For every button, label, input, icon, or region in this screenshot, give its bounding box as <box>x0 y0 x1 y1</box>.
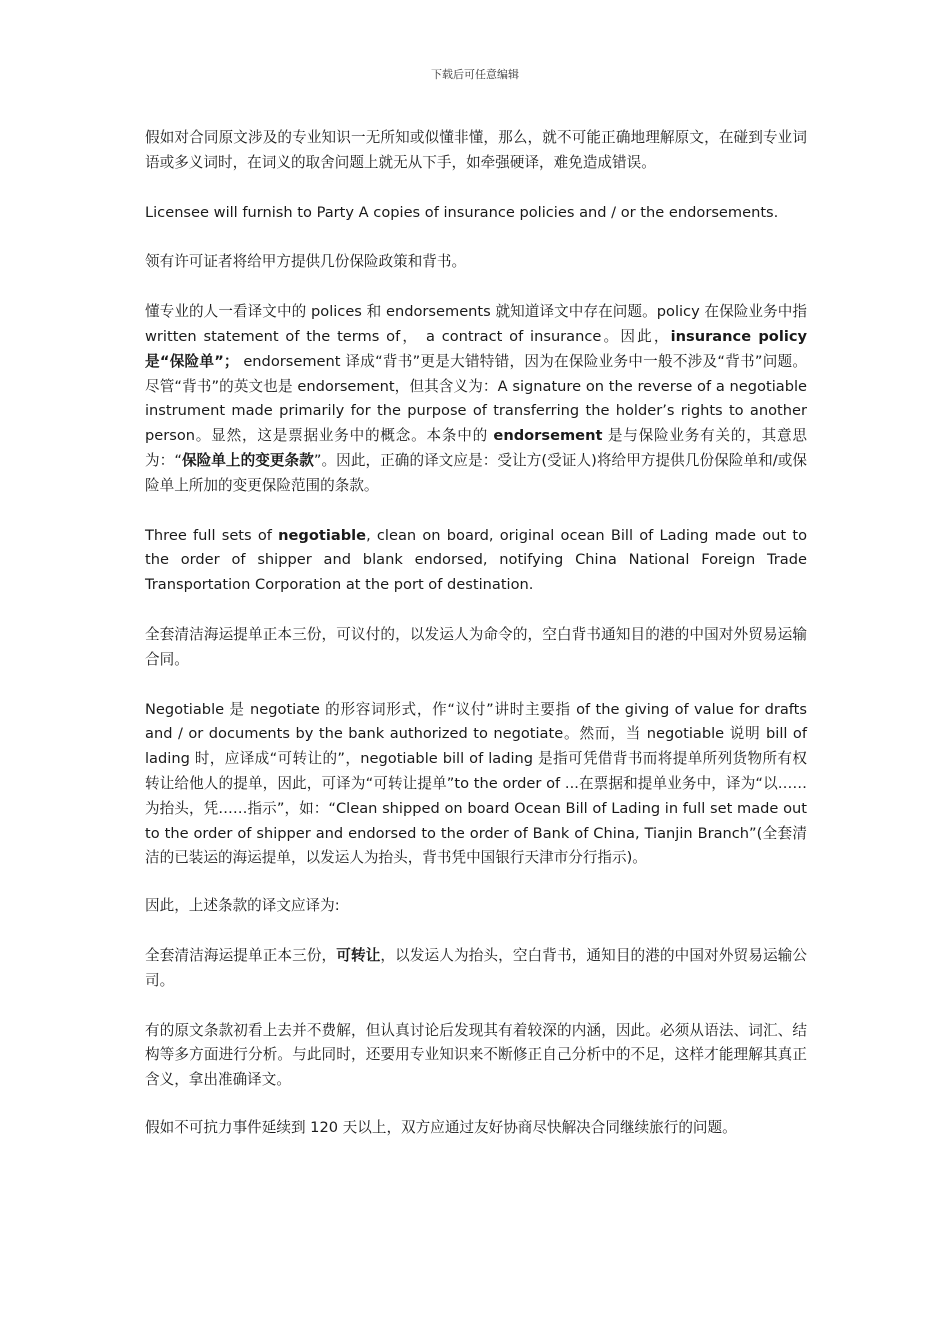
p9-bold-transferable: 可转让 <box>336 946 381 964</box>
page-header: 下载后可任意编辑 <box>431 68 519 81</box>
paragraph-6-translation: 全套清洁海运提单正本三份，可议付的，以发运人为命令的，空白背书通知目的港的中国对外贸易运输合同。 <box>145 625 807 668</box>
paragraph-5-english-clause <box>145 524 807 598</box>
p5-text-c: , clean on board, original ocean Bill of Lading made out to the order of shipper and blank endorsed, notifying China National Foreign Trade Transportation Corporation at the port of destination. <box>145 526 807 594</box>
paragraph-10: 有的原文条款初看上去并不费解，但认真讨论后发现其有着较深的内涵，因此。必须从语法、词汇、结构等多方面进行分析。与此同时，还要用专业知识来不断修正自己分析中的不足，这样才能理解其真正含义，拿出准确译文。 <box>145 1021 807 1089</box>
document-body <box>145 126 807 1166</box>
p4-bold-change-clause: 保险单上的变更条款 <box>181 451 314 469</box>
p4-text-e: 是与保险业务有关的，其意思为：“ <box>145 427 807 469</box>
paragraph-8: 因此，上述条款的译文应译为: <box>145 897 340 915</box>
p5-bold-negotiable: negotiable <box>278 526 367 544</box>
p4-text-c: endorsement 译成“背书”更是大错特错，因为在保险业务中一般不涉及“背书”问题。尽管“背书”的英文也是 endorsement，但其含义为：A signature on the reverse of a negotiable instrument made primarily for the purpose of transferring the holder’s rights to another person。显然，这是票据业务中的概念。本条中的 <box>145 352 807 445</box>
paragraph-3-translation: 领有许可证者将给甲方提供几份保险政策和背书。 <box>145 253 467 271</box>
p9-text-a: 全套清洁海运提单正本三份， <box>145 946 337 964</box>
paragraph-9-correct-translation <box>145 944 807 994</box>
p5-text-a: Three full sets of <box>145 526 279 544</box>
paragraph-7-analysis: Negotiable 是 negotiate 的形容词形式，作“议付”讲时主要指 of the giving of value for drafts and / or documents by the bank authorized to negotiate。然而，当 negotiable 说明 bill of lading 时，应译成“可转让的”，negotiable bill of lading 是指可凭借背书而将提单所列货物所有权转让给他人的提单，因此，可译为“可转让提单”to the order of ...在票据和提单业务中，译为“以……为抬头，凭……指示”，如：“Clean shipped on board Ocean Bill of Lading in full set made out to the order of shipper and endorsed to the order of Bank of China, Tianjin Branch”(全套清洁的已装运的海运提单，以发运人为抬头，背书凭中国银行天津市分行指示)。 <box>145 700 807 867</box>
p4-text-a: 懂专业的人一看译文中的 polices 和 endorsements 就知道译文中存在问题。policy 在保险业务中指 written statement of the terms of， a contract of insurance。因此， <box>145 303 807 345</box>
paragraph-2-english-clause: Licensee will furnish to Party A copies of insurance policies and / or the endorsements. <box>145 203 779 221</box>
paragraph-11: 假如不可抗力事件延续到 120 天以上，双方应通过友好协商尽快解决合同继续旅行的问题。 <box>145 1118 737 1136</box>
p4-bold-insurance-policy: insurance policy 是“保险单”； <box>145 327 807 370</box>
paragraph-1: 假如对合同原文涉及的专业知识一无所知或似懂非懂，那么，就不可能正确地理解原文，在碰到专业词语或多义词时，在词义的取舍问题上就无从下手，如牵强硬译，难免造成错误。 <box>145 129 807 171</box>
p4-bold-endorsement: endorsement <box>493 427 603 445</box>
paragraph-4-analysis <box>145 300 807 498</box>
p4-text-g: ”。因此，正确的译文应是：受让方(受证人)将给甲方提供几份保险单和/或保险单上所加的变更保险范围的条款。 <box>145 451 808 494</box>
p9-text-c: ，以发运人为抬头，空白背书，通知目的港的中国对外贸易运输公司。 <box>145 946 807 989</box>
